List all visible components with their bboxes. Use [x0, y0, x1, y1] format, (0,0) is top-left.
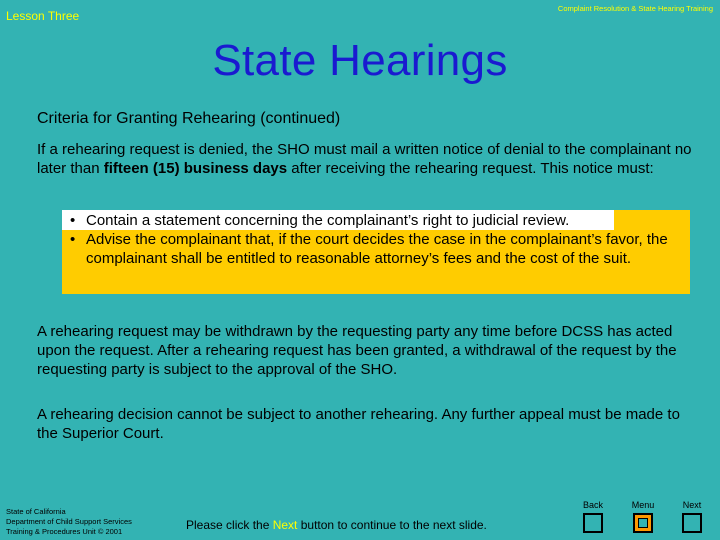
navigation-instruction [186, 518, 487, 532]
notice-requirements-box [62, 210, 690, 294]
org-line: Training & Procedures Unit © 2001 [6, 527, 123, 536]
next-button[interactable] [682, 513, 702, 533]
back-nav[interactable] [573, 500, 613, 533]
org-line: Department of Child Support Services [6, 517, 132, 526]
paragraph-appeal: A rehearing decision cannot be subject to another rehearing. Any further appeal must be made to the Superior Court. [37, 406, 680, 442]
paragraph-text: If a rehearing request is denied, the SHO must mail a written notice of denial to the complainant no later than [37, 141, 692, 177]
organization-credit [6, 507, 132, 537]
course-title: Complaint Resolution & State Hearing Training [557, 4, 713, 13]
paragraph-text: after receiving the rehearing request. This notice must: [287, 160, 654, 177]
next-nav[interactable] [672, 500, 712, 533]
bullet-icon: • [70, 212, 76, 229]
emphasis-deadline: fifteen (15) business days [103, 160, 288, 177]
bullet-text: Contain a statement concerning the complainant’s right to judicial review. [86, 212, 570, 229]
org-line: State of California [6, 507, 66, 516]
back-label: Back [582, 500, 603, 510]
lesson-label: Lesson Three [6, 9, 80, 23]
bullet-item [70, 230, 690, 268]
slide-title: State Hearings [212, 36, 508, 85]
instruction-text: Please click the [186, 518, 273, 532]
bullet-icon: • [70, 231, 76, 248]
instruction-text: button to continue to the next slide. [297, 518, 487, 532]
paragraph-withdrawal: A rehearing request may be withdrawn by the requesting party any time before DCSS has acted upon the request. After a rehearing request has been granted, a withdrawal of the request by the requesting party is subject to the approval of the SHO. [37, 323, 677, 378]
paragraph-denial-notice [37, 140, 697, 178]
bullet-text: Advise the complainant that, if the court decides the case in the complainant’s favor, the complainant shall be entitled to reasonable attorney’s fees and the cost of the suit. [86, 231, 668, 267]
menu-button[interactable] [633, 513, 653, 533]
menu-nav[interactable] [623, 500, 663, 533]
slide-subtitle: Criteria for Granting Rehearing (continued) [37, 110, 341, 127]
back-button[interactable] [583, 513, 603, 533]
bullet-list [70, 211, 690, 268]
instruction-next-word: Next [272, 518, 298, 532]
next-label: Next [682, 500, 702, 510]
menu-label: Menu [631, 500, 655, 510]
bullet-item [70, 211, 690, 230]
